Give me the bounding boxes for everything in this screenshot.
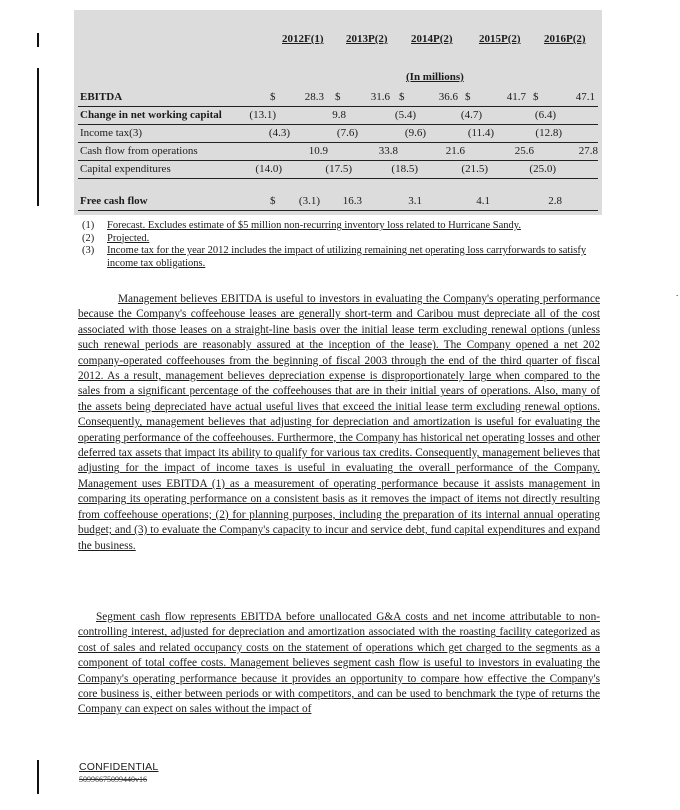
table-row <box>78 195 598 211</box>
currency-symbol: $ <box>465 91 471 103</box>
revision-bar <box>37 68 39 206</box>
row-label: Free cash flow <box>80 195 148 207</box>
cell: 28.3 <box>304 91 324 103</box>
col-header: 2016P(2) <box>544 33 586 45</box>
cell: 25.6 <box>514 145 534 157</box>
margin-mark: . <box>676 288 679 298</box>
footnote-text: Income tax for the year 2012 includes the impact of utilizing remaining net operating loss carryforwards to satisfy income tax obligations. <box>107 245 587 269</box>
cell: (4.7) <box>460 109 482 121</box>
cell: (17.5) <box>325 163 352 175</box>
cell: 41.7 <box>506 91 526 103</box>
currency-symbol: $ <box>399 91 405 103</box>
footnote-number: (1) <box>82 220 95 231</box>
footnote <box>82 233 600 246</box>
footnote-text: Forecast. Excludes estimate of $5 million non-recurring inventory loss related to Hurricane Sandy. <box>107 220 521 231</box>
paragraph-text: Segment cash flow represents EBITDA before unallocated G&A costs and net income attributable to non-controlling interest, adjusted for depreciation and amortization associated with the roasting facility categorized as cost of sales and related occupancy costs on the statement of operations which get charged to the segments as a component of total coffee costs. Management believes segment cash flow is useful to investors in evaluating the Company's operating performance because it provides an opportunity to compare how effective the Company's core business is, either between periods or with competitors, and can be used to benchmark the type of returns the Company can expect on sales without the impact of <box>78 611 600 716</box>
cell: 33.8 <box>378 145 398 157</box>
cell: 9.8 <box>332 109 346 121</box>
table-row <box>78 127 598 143</box>
footnote <box>82 220 600 233</box>
body-paragraph <box>78 610 600 718</box>
cell: 27.8 <box>578 145 598 157</box>
body-paragraph <box>78 292 600 554</box>
row-label: Capital expenditures <box>80 163 171 175</box>
footnotes <box>82 220 600 270</box>
cell: 10.9 <box>308 145 328 157</box>
cell: (11.4) <box>467 127 494 139</box>
row-label: Income tax(3) <box>80 127 142 139</box>
cell: 3.1 <box>408 195 422 207</box>
table-row <box>78 163 598 179</box>
footnote-number: (3) <box>82 245 95 256</box>
footnote-text: Projected. <box>107 232 150 244</box>
cell: (6.4) <box>534 109 556 121</box>
cell: (7.6) <box>336 127 358 139</box>
units-label: (In millions) <box>406 71 464 83</box>
col-header: 2013P(2) <box>346 33 388 45</box>
table-row <box>78 91 598 107</box>
cell: (13.1) <box>249 109 276 121</box>
cell: 4.1 <box>476 195 490 207</box>
cell: (14.0) <box>255 163 282 175</box>
revision-bar <box>37 33 39 47</box>
revision-bar <box>37 760 39 794</box>
currency-symbol: $ <box>270 91 276 103</box>
cell: (4.3) <box>268 127 290 139</box>
cell: 2.8 <box>548 195 562 207</box>
cell: (21.5) <box>461 163 488 175</box>
confidential-label: CONFIDENTIAL <box>79 761 159 773</box>
cell: 21.6 <box>445 145 465 157</box>
footnote <box>82 245 600 270</box>
cell: (25.0) <box>529 163 556 175</box>
table-row <box>78 145 598 161</box>
row-label: Cash flow from operations <box>80 145 198 157</box>
currency-symbol: $ <box>270 195 276 207</box>
cell: 36.6 <box>438 91 458 103</box>
table-row <box>78 109 598 125</box>
row-label: EBITDA <box>80 91 123 103</box>
cell: (9.6) <box>404 127 426 139</box>
cell: (3.1) <box>298 195 320 207</box>
col-header: 2012F(1) <box>282 33 324 45</box>
paragraph-text: Management believes EBITDA is useful to investors in evaluating the Company's operating performance because the Company's coffeehouse leases are generally short-term and Caribou must depreciate all of the cost associated with those leases on a straight-line basis over the initial lease term excluding renewal options (unless such renewal periods are reasonably assured at the inception of the lease). The Company opened a net 202 company-operated coffeehouses from the beginning of fiscal 2003 through the end of the third quarter of fiscal 2012. As a result, management believes depreciation expense is disproportionately large when compared to the sales from a significant percentage of the coffeehouses that are in their initial years of operations. Also, many of the assets being depreciated have actual useful lives that exceed the initial lease term excluding renewal options. Consequently, management believes that adjusting for depreciation and amortization is useful for evaluating the operating performance of the coffeehouses. Furthermore, the Company has historical net operating losses and other deferred tax assets that impact its ability to qualify for various tax credits. Consequently, management believes that adjusting for the impact of income taxes is useful in evaluating the overall performance of the Company. Management uses EBITDA (1) as a measurement of operating performance because it assists management in comparing its operating performance on a consistent basis as it removes the impact of items not directly resulting from coffeehouse operations; (2) for planning purposes, including the preparation of its internal annual operating budget; and (3) to evaluate the Company's capacity to incur and service debt, fund capital expenditures and expand the business. <box>78 293 600 552</box>
col-header: 2014P(2) <box>411 33 453 45</box>
cell: 31.6 <box>370 91 390 103</box>
row-label: Change in net working capital <box>80 109 222 121</box>
currency-symbol: $ <box>533 91 539 103</box>
cell: (12.8) <box>535 127 562 139</box>
cell: 47.1 <box>575 91 595 103</box>
col-header: 2015P(2) <box>479 33 521 45</box>
cell: (18.5) <box>391 163 418 175</box>
currency-symbol: $ <box>335 91 341 103</box>
footnote-number: (2) <box>82 232 95 244</box>
bates-number: 50996675099440v16 <box>79 775 147 784</box>
cell: 16.3 <box>342 195 362 207</box>
cell: (5.4) <box>394 109 416 121</box>
